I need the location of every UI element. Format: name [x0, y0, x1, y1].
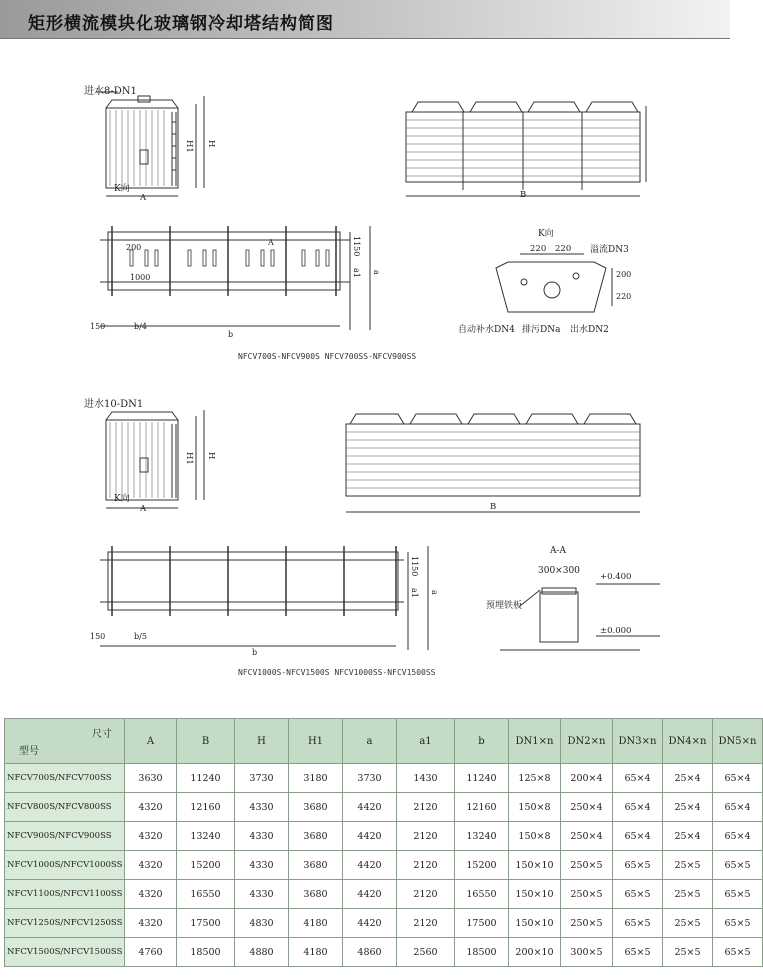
model-cell: NFCV1250S/NFCV1250SS	[5, 909, 125, 938]
value-cell: 3680	[289, 793, 343, 822]
value-cell: 25×5	[663, 938, 713, 967]
value-cell: 65×5	[613, 880, 663, 909]
value-cell: 65×5	[613, 938, 663, 967]
value-cell: 1430	[397, 764, 455, 793]
value-cell: 25×5	[663, 909, 713, 938]
dim-b5-2: b/5	[134, 632, 147, 641]
value-cell: 12160	[455, 793, 509, 822]
dim-b4-1: b/4	[134, 322, 147, 331]
value-cell: 125×8	[509, 764, 561, 793]
table-row	[5, 909, 763, 938]
spec-table	[4, 718, 763, 967]
value-cell: 250×4	[561, 822, 613, 851]
value-cell: 3630	[125, 764, 177, 793]
col-header: a	[343, 719, 397, 764]
value-cell: 150×8	[509, 822, 561, 851]
col-header: A	[125, 719, 177, 764]
value-cell: 4420	[343, 909, 397, 938]
model-cell: NFCV1100S/NFCV1100SS	[5, 880, 125, 909]
inlet-label-1: 进水8-DN1	[84, 86, 137, 97]
value-cell: 2120	[397, 880, 455, 909]
value-cell: 65×5	[713, 880, 763, 909]
value-cell: 65×4	[613, 764, 663, 793]
value-cell: 13240	[177, 822, 235, 851]
col-header: DN4×n	[663, 719, 713, 764]
dim-H1-1: H1	[184, 140, 194, 153]
value-cell: 3680	[289, 822, 343, 851]
value-cell: 3680	[289, 851, 343, 880]
value-cell: 65×5	[713, 851, 763, 880]
value-cell: 4860	[343, 938, 397, 967]
value-cell: 150×8	[509, 793, 561, 822]
table-row	[5, 880, 763, 909]
section-size: 300×300	[538, 566, 580, 576]
value-cell: 3730	[235, 764, 289, 793]
value-cell: 65×5	[613, 909, 663, 938]
kview-drain: 排污DNa	[522, 325, 561, 335]
inlet-label-2: 进水10-DN1	[84, 399, 144, 410]
value-cell: 65×5	[713, 909, 763, 938]
value-cell: 13240	[455, 822, 509, 851]
kview-auto-fill: 自动补水DN4	[458, 325, 515, 335]
value-cell: 3180	[289, 764, 343, 793]
value-cell: 12160	[177, 793, 235, 822]
dim-A-1: A	[140, 193, 147, 203]
value-cell: 65×4	[713, 764, 763, 793]
table-row	[5, 851, 763, 880]
value-cell: 250×5	[561, 880, 613, 909]
side-view-body	[106, 108, 178, 188]
value-cell: 4180	[289, 938, 343, 967]
value-cell: 25×4	[663, 764, 713, 793]
section-elev-ground: ±0.000	[600, 626, 632, 636]
value-cell: 250×5	[561, 909, 613, 938]
caption-1: NFCV700S-NFCV900S NFCV700SS-NFCV900SS	[238, 352, 417, 361]
value-cell: 250×5	[561, 851, 613, 880]
kview-220b: 220	[555, 244, 572, 254]
col-header: a1	[397, 719, 455, 764]
table-row	[5, 822, 763, 851]
dim-b-1: b	[228, 330, 234, 339]
value-cell: 4760	[125, 938, 177, 967]
value-cell: 150×10	[509, 851, 561, 880]
value-cell: 2120	[397, 793, 455, 822]
dim-A-section-1: A	[268, 238, 274, 247]
dim-1150-1: 1150	[352, 236, 361, 257]
kview-outlet: 出水DN2	[570, 325, 609, 335]
dim-H1-2: H1	[184, 452, 194, 465]
table-corner	[5, 719, 125, 764]
dim-B-2: B	[490, 502, 497, 512]
section-elev-top: +0.400	[600, 572, 632, 582]
value-cell: 200×10	[509, 938, 561, 967]
value-cell: 65×4	[613, 793, 663, 822]
value-cell: 4420	[343, 880, 397, 909]
dim-a1-2: a1	[410, 588, 419, 598]
value-cell: 4420	[343, 793, 397, 822]
value-cell: 4330	[235, 851, 289, 880]
table-row	[5, 793, 763, 822]
model-cell: NFCV700S/NFCV700SS	[5, 764, 125, 793]
value-cell: 65×5	[613, 851, 663, 880]
dim-H-1: H	[206, 140, 216, 148]
k-direction-label-1: K向	[114, 184, 130, 194]
k-direction-label-2: K向	[114, 494, 130, 504]
kview-title: K向	[538, 229, 554, 239]
value-cell: 65×4	[713, 793, 763, 822]
value-cell: 25×4	[663, 822, 713, 851]
value-cell: 4320	[125, 909, 177, 938]
value-cell: 15200	[177, 851, 235, 880]
col-header: DN3×n	[613, 719, 663, 764]
value-cell: 150×10	[509, 880, 561, 909]
value-cell: 3730	[343, 764, 397, 793]
dim-b-2: b	[252, 648, 258, 657]
value-cell: 4180	[289, 909, 343, 938]
value-cell: 2120	[397, 851, 455, 880]
corner-model-label: 型号	[19, 746, 39, 757]
value-cell: 200×4	[561, 764, 613, 793]
value-cell: 25×5	[663, 880, 713, 909]
col-header: DN1×n	[509, 719, 561, 764]
kview-200: 200	[616, 270, 632, 279]
table-row	[5, 764, 763, 793]
value-cell: 15200	[455, 851, 509, 880]
dim-150-1: 150	[90, 322, 106, 331]
value-cell: 65×4	[713, 822, 763, 851]
value-cell: 2560	[397, 938, 455, 967]
model-cell: NFCV1000S/NFCV1000SS	[5, 851, 125, 880]
dim-200-1: 200	[126, 243, 142, 252]
value-cell: 4330	[235, 822, 289, 851]
model-cell: NFCV1500S/NFCV1500SS	[5, 938, 125, 967]
dim-B-1: B	[520, 190, 527, 200]
model-cell: NFCV800S/NFCV800SS	[5, 793, 125, 822]
k-view-outline	[496, 262, 606, 312]
model-cell: NFCV900S/NFCV900SS	[5, 822, 125, 851]
value-cell: 25×4	[663, 793, 713, 822]
value-cell: 25×5	[663, 851, 713, 880]
value-cell: 4420	[343, 822, 397, 851]
dim-a-2: a	[430, 590, 439, 595]
page-title: 矩形横流模块化玻璃钢冷却塔结构简图	[28, 14, 334, 34]
dim-a1-1: a1	[352, 268, 361, 278]
value-cell: 4880	[235, 938, 289, 967]
value-cell: 4330	[235, 880, 289, 909]
col-header: H1	[289, 719, 343, 764]
value-cell: 18500	[455, 938, 509, 967]
table-row	[5, 938, 763, 967]
dim-A-2: A	[140, 504, 147, 514]
value-cell: 4420	[343, 851, 397, 880]
dim-a-1: a	[372, 270, 381, 275]
col-header: DN2×n	[561, 719, 613, 764]
value-cell: 4330	[235, 793, 289, 822]
value-cell: 17500	[177, 909, 235, 938]
value-cell: 2120	[397, 822, 455, 851]
value-cell: 4320	[125, 851, 177, 880]
col-header: DN5×n	[713, 719, 763, 764]
dim-1150-2: 1150	[410, 556, 419, 577]
value-cell: 2120	[397, 909, 455, 938]
drawing-nfcv1000-1500	[0, 378, 730, 708]
value-cell: 17500	[455, 909, 509, 938]
col-header: B	[177, 719, 235, 764]
value-cell: 65×5	[713, 938, 763, 967]
value-cell: 300×5	[561, 938, 613, 967]
value-cell: 11240	[455, 764, 509, 793]
value-cell: 11240	[177, 764, 235, 793]
kview-overflow: 溢流DN3	[590, 245, 629, 255]
header-banner	[0, 0, 730, 39]
kview-220c: 220	[616, 292, 632, 301]
section-pier	[540, 592, 578, 642]
value-cell: 4320	[125, 822, 177, 851]
value-cell: 150×10	[509, 909, 561, 938]
value-cell: 65×4	[613, 822, 663, 851]
value-cell: 16550	[177, 880, 235, 909]
caption-2: NFCV1000S-NFCV1500S NFCV1000SS-NFCV1500SS	[238, 668, 436, 677]
value-cell: 4830	[235, 909, 289, 938]
corner-size-label: 尺寸	[92, 729, 112, 740]
value-cell: 16550	[455, 880, 509, 909]
value-cell: 4320	[125, 880, 177, 909]
value-cell: 18500	[177, 938, 235, 967]
dim-150-2: 150	[90, 632, 106, 641]
table-header-row	[5, 719, 763, 764]
dim-1000-1: 1000	[130, 273, 151, 282]
value-cell: 4320	[125, 793, 177, 822]
kview-220a: 220	[530, 244, 547, 254]
value-cell: 3680	[289, 880, 343, 909]
section-plate-label: 预埋铁板	[486, 601, 523, 611]
col-header: b	[455, 719, 509, 764]
dim-H-2: H	[206, 452, 216, 460]
col-header: H	[235, 719, 289, 764]
section-title: A-A	[550, 546, 567, 556]
value-cell: 250×4	[561, 793, 613, 822]
